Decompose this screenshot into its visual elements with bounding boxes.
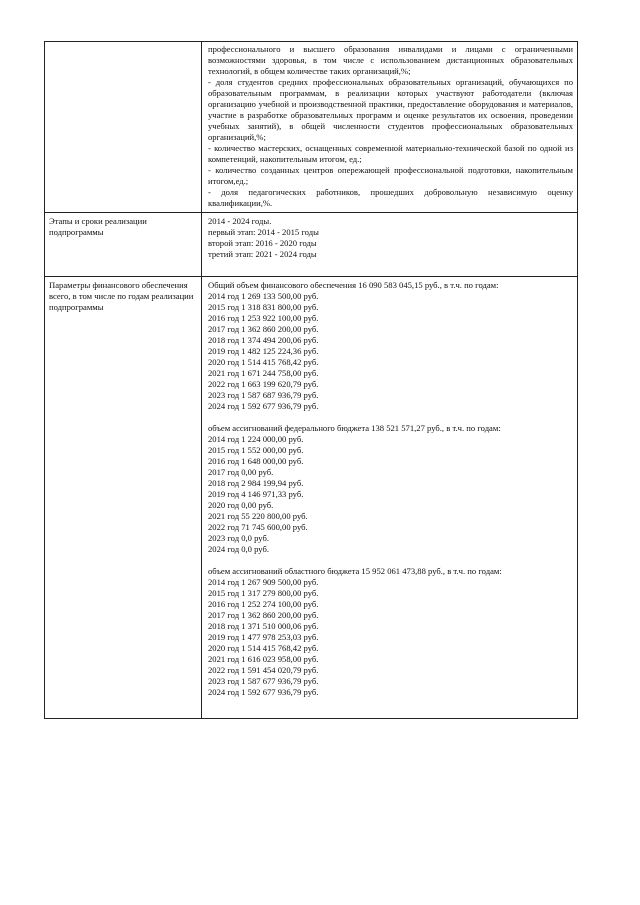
finance-year-line: 2016 год 1 253 922 100,00 руб. bbox=[208, 313, 319, 323]
table-row-finance bbox=[45, 277, 578, 719]
finance-year-line: 2021 год 1 671 244 758,00 руб. bbox=[208, 368, 319, 378]
finance-year-line: 2017 год 1 362 860 200,00 руб. bbox=[208, 324, 319, 334]
finance-year-line: 2015 год 1 552 000,00 руб. bbox=[208, 445, 304, 455]
finance-year-line: 2022 год 71 745 600,00 руб. bbox=[208, 522, 308, 532]
indicator-paragraph: - количество созданных центров опережающей профессиональной подготовки, накопительным итогом,ед.; bbox=[208, 165, 573, 186]
finance-year-line: 2017 год 1 362 860 200,00 руб. bbox=[208, 610, 319, 620]
finance-year-line: 2014 год 1 269 133 500,00 руб. bbox=[208, 291, 319, 301]
row-label-indicators bbox=[45, 42, 202, 213]
finance-year-line: 2018 год 1 374 494 200,06 руб. bbox=[208, 335, 319, 345]
finance-year-line: 2019 год 1 482 125 224,36 руб. bbox=[208, 346, 319, 356]
indicator-paragraph: - количество мастерских, оснащенных современной материально-технической базой по одной из компетенций, накопительным итогом, ед.; bbox=[208, 143, 573, 164]
finance-year-line: 2022 год 1 663 199 620,79 руб. bbox=[208, 379, 319, 389]
stage-line: 2014 - 2024 годы. bbox=[208, 216, 272, 226]
indicator-paragraph: профессионального и высшего образования инвалидами и лицами с ограниченными возможностями здоровья, в том числе с использованием дистанционных образовательных технологий, в общем количестве таких организаций,%; bbox=[208, 44, 573, 76]
finance-year-line: 2020 год 0,00 руб. bbox=[208, 500, 274, 510]
finance-year-line: 2016 год 1 648 000,00 руб. bbox=[208, 456, 304, 466]
row-label-stages: Этапы и сроки реализации подпрограммы bbox=[45, 213, 202, 277]
stages-cell bbox=[202, 213, 578, 277]
finance-year-line: 2019 год 4 146 971,33 руб. bbox=[208, 489, 304, 499]
row-label-finance: Параметры финансового обеспечения всего, в том числе по годам реализации подпрограммы bbox=[45, 277, 202, 719]
finance-year-line: 2023 год 1 587 687 936,79 руб. bbox=[208, 390, 319, 400]
finance-year-line: 2024 год 1 592 677 936,79 руб. bbox=[208, 401, 319, 411]
finance-total-heading: Общий объем финансового обеспечения 16 090 583 045,15 руб., в т.ч. по годам: bbox=[208, 280, 499, 290]
finance-year-line: 2020 год 1 514 415 768,42 руб. bbox=[208, 357, 319, 367]
finance-year-line: 2021 год 1 616 023 958,00 руб. bbox=[208, 654, 319, 664]
finance-year-line: 2014 год 1 267 909 500,00 руб. bbox=[208, 577, 319, 587]
finance-federal-heading: объем ассигнований федерального бюджета 138 521 571,27 руб., в т.ч. по годам: bbox=[208, 423, 501, 433]
finance-cell bbox=[202, 277, 578, 719]
table-row-stages bbox=[45, 213, 578, 277]
finance-year-line: 2023 год 1 587 677 936,79 руб. bbox=[208, 676, 319, 686]
finance-year-line: 2018 год 1 371 510 000,06 руб. bbox=[208, 621, 319, 631]
finance-year-line: 2015 год 1 318 831 800,00 руб. bbox=[208, 302, 319, 312]
indicator-paragraph: - доля педагогических работников, прошедших добровольную независимую оценку квалификации,%. bbox=[208, 187, 573, 208]
finance-year-line: 2015 год 1 317 279 800,00 руб. bbox=[208, 588, 319, 598]
finance-year-line: 2019 год 1 477 978 253,03 руб. bbox=[208, 632, 319, 642]
finance-year-line: 2018 год 2 984 199,94 руб. bbox=[208, 478, 304, 488]
indicator-paragraph: - доля студентов средних профессиональных образовательных организаций, обучающихся по образовательным программам, в реализации которых участвуют работодатели (включая организацию учебной и производственной практики, предоставление оборудования и материалов, участие в разработке образовательных программ и оценке результатов их освоения, проведении учебных занятий), в общей численности студентов профессиональных образовательных организаций,%; bbox=[208, 77, 573, 142]
finance-year-line: 2020 год 1 514 415 768,42 руб. bbox=[208, 643, 319, 653]
finance-year-line: 2021 год 55 220 800,00 руб. bbox=[208, 511, 308, 521]
indicators-cell bbox=[202, 42, 578, 213]
stage-line: первый этап: 2014 - 2015 годы bbox=[208, 227, 319, 237]
finance-year-line: 2022 год 1 591 454 020,79 руб. bbox=[208, 665, 319, 675]
subprogram-passport-table bbox=[44, 41, 578, 719]
spacer bbox=[208, 412, 573, 423]
finance-year-line: 2024 год 0,0 руб. bbox=[208, 544, 269, 554]
finance-year-line: 2014 год 1 224 000,00 руб. bbox=[208, 434, 304, 444]
table-row-indicators bbox=[45, 42, 578, 213]
spacer bbox=[208, 555, 573, 566]
finance-year-line: 2023 год 0,0 руб. bbox=[208, 533, 269, 543]
stage-line: третий этап: 2021 - 2024 годы bbox=[208, 249, 317, 259]
finance-year-line: 2017 год 0,00 руб. bbox=[208, 467, 274, 477]
finance-year-line: 2024 год 1 592 677 936,79 руб. bbox=[208, 687, 319, 697]
finance-year-line: 2016 год 1 252 274 100,00 руб. bbox=[208, 599, 319, 609]
stage-line: второй этап: 2016 - 2020 годы bbox=[208, 238, 317, 248]
finance-regional-heading: объем ассигнований областного бюджета 15 952 061 473,88 руб., в т.ч. по годам: bbox=[208, 566, 502, 576]
